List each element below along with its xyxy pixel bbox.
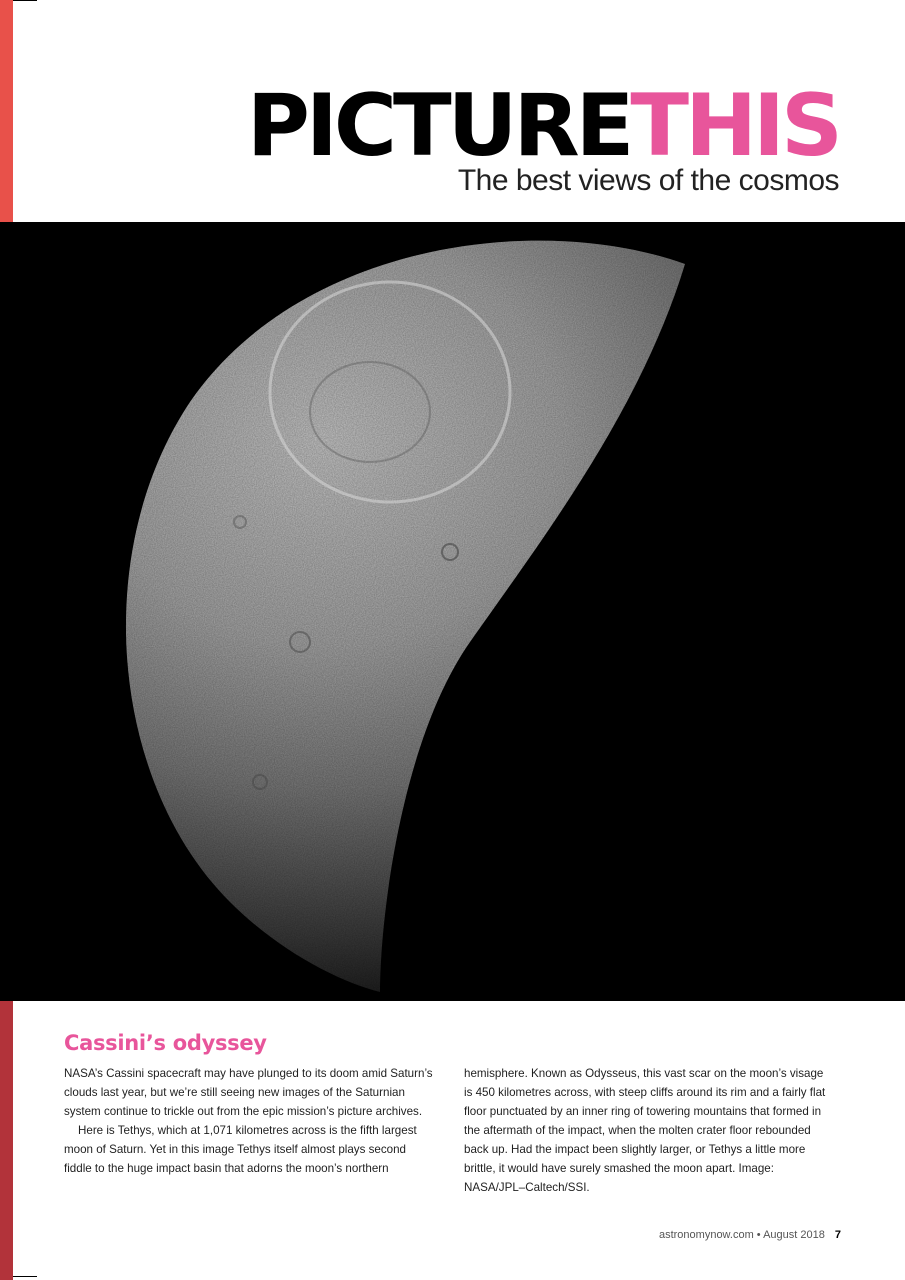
article-paragraph: hemisphere. Known as Odysseus, this vast scar on the moon’s visage is 450 kilometres across, with steep cliffs around its rim and a fairly flat floor punctuated by an inner ring of towering mountains that formed in the aftermath of the impact, when the molten crater floor rebounded back up. Had the impact been slightly larger, or Tethys a little more brittle, it would have surely smashed the moon apart. Image: NASA/JPL–Caltech/SSI. — [464, 1067, 826, 1194]
article-heading: Cassini’s odyssey — [64, 1031, 267, 1056]
footer-site-date: astronomynow.com • August 2018 — [658, 1229, 825, 1241]
side-accent-bar-bottom — [0, 1001, 13, 1280]
article-paragraph: NASA’s Cassini spacecraft may have plunged to its doom amid Saturn’s clouds last year, but we’re still seeing new images of the Saturnian system continue to trickle out from the epic mission’s picture archives. — [64, 1067, 433, 1118]
article-column-left — [64, 1064, 434, 1178]
masthead-subtitle: The best views of the cosmos — [457, 164, 839, 197]
page-number: 7 — [834, 1229, 841, 1241]
article-paragraph: Here is Tethys, which at 1,071 kilometres across is the fifth largest moon of Saturn. Yet in this image Tethys itself almost plays second fiddle to the huge impact basin that adorns the moon’s northern — [64, 1124, 417, 1175]
crop-mark-bottom — [13, 1276, 37, 1277]
masthead-title-picture: PICTURE — [246, 76, 631, 176]
moon-crescent-illustration — [0, 222, 905, 1001]
masthead-title-this: THIS — [630, 76, 839, 176]
masthead — [247, 78, 839, 198]
page-footer — [659, 1229, 841, 1241]
crop-mark-top — [13, 0, 37, 1]
side-accent-bar-top — [0, 0, 13, 222]
hero-moon-image — [0, 222, 905, 1001]
masthead-title — [247, 78, 839, 174]
article-column-right — [464, 1064, 834, 1197]
